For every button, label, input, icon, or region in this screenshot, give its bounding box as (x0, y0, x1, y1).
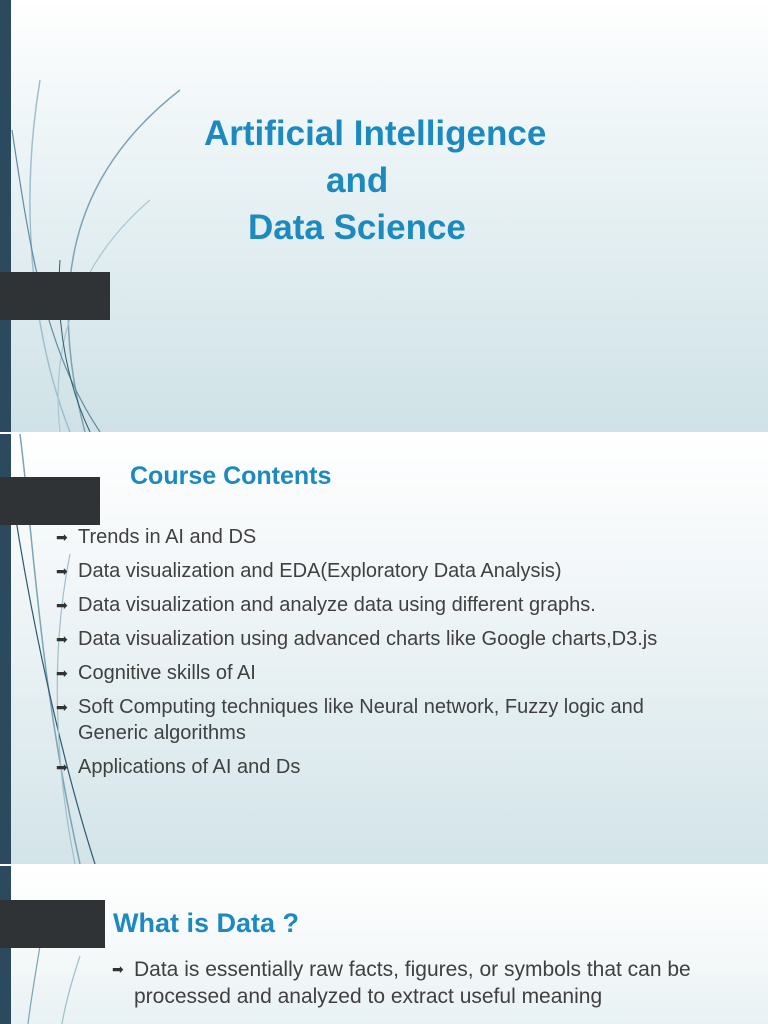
data-definition-list (112, 956, 712, 1010)
list-item: ➡ Trends in AI and DS (56, 526, 257, 548)
what-is-data-slide (0, 866, 768, 1024)
arrow-right-icon: ➡ (56, 529, 68, 545)
title-block (140, 110, 640, 251)
title-line-1: Artificial Intelligence (204, 114, 547, 153)
arrow-right-icon: ➡ (56, 759, 68, 775)
list-item: ➡ Soft Computing techniques like Neural network, Fuzzy logic and Generic algorithms (56, 696, 644, 744)
slide-tab (0, 272, 110, 320)
title-line-2: and (326, 161, 389, 200)
title-slide (0, 0, 768, 432)
course-list (56, 524, 716, 788)
slide-tab (0, 477, 100, 525)
list-item: ➡ Cognitive skills of AI (56, 662, 256, 684)
course-contents-slide (0, 434, 768, 864)
list-item: ➡ Data visualization using advanced charts like Google charts,D3.js (56, 628, 658, 650)
arrow-right-icon: ➡ (112, 961, 124, 977)
list-item: ➡ Data visualization and analyze data using different graphs. (56, 594, 596, 616)
list-item: ➡ Data visualization and EDA(Exploratory Data Analysis) (56, 560, 562, 582)
section-heading: What is Data ? (113, 908, 300, 938)
title-line-3: Data Science (248, 208, 466, 247)
section-heading: Course Contents (130, 462, 332, 490)
arrow-right-icon: ➡ (56, 563, 68, 579)
list-item: ➡ Applications of AI and Ds (56, 756, 301, 778)
arrow-right-icon: ➡ (56, 699, 68, 715)
slide-tab (0, 900, 105, 948)
list-item: ➡ Data is essentially raw facts, figures, or symbols that can be processed and analyzed to extract useful meaning (112, 958, 691, 1008)
arrow-right-icon: ➡ (56, 665, 68, 681)
side-bar (0, 0, 11, 432)
arrow-right-icon: ➡ (56, 631, 68, 647)
arrow-right-icon: ➡ (56, 597, 68, 613)
